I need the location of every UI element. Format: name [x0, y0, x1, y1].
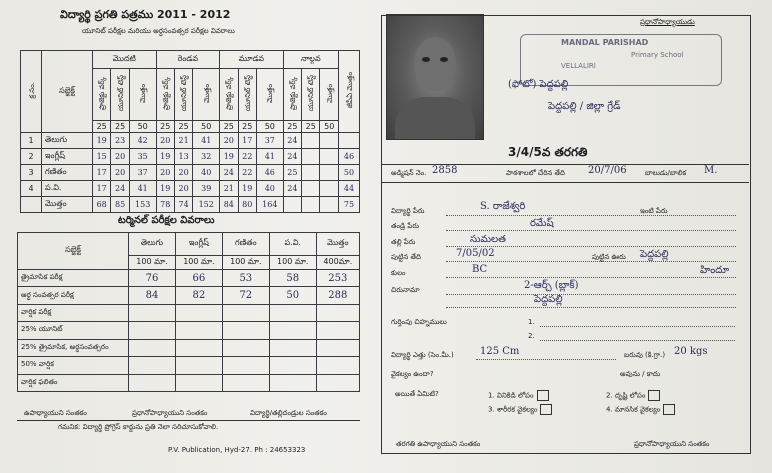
mark-cell: 20 — [111, 165, 129, 181]
checkbox[interactable] — [648, 390, 660, 401]
term-mark-cell: 253 — [316, 269, 359, 286]
mark-cell — [302, 133, 320, 149]
adm-value: 2858 — [432, 165, 458, 176]
mark-cell — [302, 197, 320, 213]
disability-option-3[interactable] — [488, 404, 552, 416]
mark-cell: 20 — [156, 165, 174, 181]
unit-table-row — [21, 149, 360, 165]
mark-cell: 152 — [193, 197, 220, 213]
mark-cell: 20 — [174, 181, 192, 197]
mark-cell: 17 — [93, 181, 111, 197]
mark-cell: 20 — [156, 133, 174, 149]
name-label: విద్యార్థి పేరు — [391, 207, 425, 215]
mark-cell: 19 — [156, 149, 174, 165]
disability-option-4[interactable] — [606, 404, 675, 416]
term-row-label: వార్షిక ఫలితం — [18, 374, 129, 391]
max-mark: 25 — [283, 121, 301, 133]
term-col-evs: ప.వి. — [269, 233, 316, 256]
max-mark: 25 — [93, 121, 111, 133]
term-max: 400మా. — [316, 255, 359, 269]
term-mark-cell: 76 — [129, 269, 176, 286]
mark-cell: 20 — [174, 165, 192, 181]
term-mark-cell — [222, 374, 269, 391]
row-total: 75 — [339, 197, 360, 213]
adm-label: అడ్మిషన్ నెం. — [391, 169, 427, 177]
father-value: రమేష్ — [530, 218, 554, 229]
row-subject: తెలుగు — [42, 133, 93, 149]
term-mark-cell — [129, 374, 176, 391]
term-mark-cell — [316, 322, 359, 339]
max-mark: 25 — [302, 121, 320, 133]
sub-header: మొత్తం — [266, 84, 275, 103]
max-mark: 50 — [320, 121, 339, 133]
col-subject: సబ్జెక్ట్ — [42, 51, 93, 133]
disability-option-2[interactable] — [606, 390, 660, 402]
term-table-row — [18, 304, 360, 321]
mark-cell: 40 — [256, 181, 283, 197]
father-line — [446, 230, 736, 231]
stamp-handwriting: (ఫోటో) పెద్దపల్లి — [508, 79, 569, 90]
row-number: 4 — [21, 181, 42, 197]
unit-table-row — [21, 165, 360, 181]
sub-header: యూనిట్ టెస్ట్ — [307, 75, 316, 112]
term-col-telugu: తెలుగు — [129, 233, 176, 256]
address-value-1: 2-ఆర్చ్ (బ్లాక్) — [524, 280, 579, 291]
mark-cell: 20 — [220, 133, 238, 149]
mark-cell: 74 — [174, 197, 192, 213]
stamp-line2: Primary School — [631, 51, 684, 59]
name-value: S. రాజేశ్వరి — [480, 201, 526, 212]
term-mark-cell — [175, 304, 222, 321]
term-mark-cell — [316, 374, 359, 391]
term-mark-cell — [222, 357, 269, 374]
left-subtitle: యూనిట్ పరీక్షల మరియు అర్ధసంవత్సర పరీక్షల వివరాలు — [82, 27, 235, 35]
mark-2-number: 2. — [528, 332, 535, 340]
mark-cell: 13 — [174, 149, 192, 165]
surname-label: ఇంటి పేరు — [640, 207, 668, 215]
row-subject: మొత్తం — [42, 197, 93, 213]
term-table-row — [18, 287, 360, 304]
option-label: 4. మానసిక వైకల్యం — [606, 405, 661, 414]
term-row-label: త్రైమాసిక పరీక్ష — [18, 269, 129, 286]
term-row-label: 50% వార్షిక — [18, 357, 129, 374]
term-table-row — [18, 374, 360, 391]
mark-cell: 41 — [256, 149, 283, 165]
group-3: మూడవ — [220, 51, 284, 69]
term-mark-cell: 82 — [175, 287, 222, 304]
max-mark: 50 — [193, 121, 220, 133]
mark-cell: 78 — [156, 197, 174, 213]
max-mark: 50 — [129, 121, 156, 133]
card-divider — [382, 182, 749, 183]
address-line-2 — [446, 307, 736, 308]
sub-header: యూనిట్ టెస్ట్ — [180, 75, 189, 112]
mark-cell — [320, 181, 339, 197]
stamp-line3: VELLALIRI — [561, 62, 596, 70]
term-mark-cell — [175, 374, 222, 391]
term-mark-cell: 53 — [222, 269, 269, 286]
mark-cell: 40 — [193, 165, 220, 181]
mark-cell: 164 — [256, 197, 283, 213]
mark-cell: 24 — [283, 181, 301, 197]
mark-cell: 20 — [111, 149, 129, 165]
card-title: 3/4/5వ తరగతి — [508, 145, 588, 159]
term-mark-cell — [316, 357, 359, 374]
term-table-row — [18, 322, 360, 339]
hm-signature-label: ప్రధానోపాధ్యాయుని సంతకం — [132, 409, 208, 417]
weight-value: 20 kgs — [674, 346, 708, 357]
mark-cell: 24 — [111, 181, 129, 197]
mark-cell: 41 — [193, 133, 220, 149]
join-label: పాఠశాలలో చేరిన తేది — [506, 169, 565, 177]
mark-cell: 85 — [111, 197, 129, 213]
weight-label: బరువు (కి.గ్రా.) — [624, 351, 666, 359]
mark-cell: 22 — [238, 165, 256, 181]
footer-note: గమనిక: విద్యార్థి ప్రోగ్రెస్ కార్డును ప్రతి నెలా సరిచూసుకోవాలి. — [58, 423, 219, 431]
term-max: 100 మా. — [269, 255, 316, 269]
option-label: 1. వినికిడి లోపం — [488, 391, 534, 400]
mark-cell: 153 — [129, 197, 156, 213]
disability-question: వైకల్యం ఉందా? — [391, 370, 434, 378]
mark-cell: 23 — [111, 133, 129, 149]
term-max: 100 మా. — [222, 255, 269, 269]
name-line — [446, 215, 736, 216]
mark-1-number: 1. — [528, 318, 535, 326]
row-subject: గణితం — [42, 165, 93, 181]
term-mark-cell — [269, 339, 316, 356]
term-mark-cell — [129, 304, 176, 321]
address-label: చిరునామా — [391, 286, 420, 294]
caste-value: BC — [472, 264, 488, 275]
mother-label: తల్లి పేరు — [391, 238, 416, 246]
mark-cell — [320, 149, 339, 165]
stamp-label: ప్రధానోపాధ్యాయుడు — [640, 18, 695, 26]
dob-line — [446, 261, 736, 262]
mark-cell: 25 — [283, 165, 301, 181]
term-max: 100 మా. — [129, 255, 176, 269]
caste-line — [446, 277, 736, 278]
mark-cell: 37 — [256, 133, 283, 149]
row-total: 50 — [339, 165, 360, 181]
mark-cell: 22 — [238, 149, 256, 165]
checkbox[interactable] — [537, 390, 549, 401]
option-label: 3. శారీరక వైకల్యం — [488, 405, 538, 414]
term-row-label: వార్షిక పరీక్ష — [18, 304, 129, 321]
term-row-label: 25% త్రైమాసిక, అర్ధసంవత్సరం — [18, 339, 129, 356]
term-mark-cell — [316, 339, 359, 356]
mark-cell — [320, 133, 339, 149]
mark-cell: 19 — [156, 181, 174, 197]
row-total: 44 — [339, 181, 360, 197]
caste-label: కులం — [391, 269, 406, 277]
left-title: విద్యార్థి ప్రగతి పత్రము 2011 - 2012 — [60, 8, 231, 21]
footer-divider — [17, 420, 360, 421]
headmaster-signature: ప్రధానోపాధ్యాయుని సంతకం — [634, 440, 710, 448]
term-mark-cell — [175, 322, 222, 339]
publisher-line: P.V. Publication, Hyd-27. Ph : 24653323 — [168, 446, 306, 454]
term-table — [17, 232, 360, 392]
mother-value: సుమలత — [470, 234, 506, 245]
term-max: 100 మా. — [175, 255, 222, 269]
mark-cell — [302, 165, 320, 181]
term-mark-cell — [269, 304, 316, 321]
term-mark-cell: 288 — [316, 287, 359, 304]
term-mark-cell — [269, 357, 316, 374]
disability-kind-label: అయితే ఏమిటి? — [395, 390, 439, 398]
term-mark-cell — [222, 304, 269, 321]
term-mark-cell — [175, 339, 222, 356]
mark-line-1 — [540, 326, 735, 327]
mark-cell: 37 — [129, 165, 156, 181]
term-table-row — [18, 357, 360, 374]
row-number: 2 — [21, 149, 42, 165]
term-mark-cell: 84 — [129, 287, 176, 304]
mark-cell: 24 — [283, 149, 301, 165]
term-mark-cell — [129, 322, 176, 339]
sub-header: ప్రాజెక్టు వర్క్ — [225, 76, 234, 111]
unit-table-row — [21, 181, 360, 197]
disability-option-1[interactable] — [488, 390, 549, 402]
sub-header: యూనిట్ టెస్ట్ — [243, 75, 252, 112]
mark-line-2 — [540, 340, 735, 341]
place-value: పెద్దపల్లి — [640, 249, 669, 260]
mark-cell: 80 — [238, 197, 256, 213]
row-subject: ప.వి. — [42, 181, 93, 197]
term-col-english: ఇంగ్లీష్ — [175, 233, 222, 256]
mark-cell: 42 — [129, 133, 156, 149]
sub-header: యూనిట్ టెస్ట్ — [116, 75, 125, 112]
checkbox[interactable] — [540, 404, 552, 415]
term-col-maths: గణితం — [222, 233, 269, 256]
max-mark: 50 — [256, 121, 283, 133]
mark-cell: 24 — [220, 165, 238, 181]
gender-value: M. — [704, 165, 718, 176]
term-row-label: 25% యూనిట్ — [18, 322, 129, 339]
sub-header: మొత్తం — [202, 84, 211, 103]
option-label: 2. దృష్టి లోపం — [606, 391, 646, 400]
religion-value: హిందూ — [700, 265, 730, 276]
parent-signature-label: విద్యార్థి/తల్లిదండ్రుల సంతకం — [250, 409, 327, 417]
place-label: పుట్టిన ఊరు — [592, 253, 626, 261]
mark-cell: 46 — [256, 165, 283, 181]
group-4: నాల్గవ — [283, 51, 338, 69]
term-mark-cell: 66 — [175, 269, 222, 286]
term-mark-cell — [222, 339, 269, 356]
max-mark: 25 — [156, 121, 174, 133]
group-2: రెండవ — [156, 51, 220, 69]
term-mark-cell — [175, 357, 222, 374]
mark-cell — [320, 197, 339, 213]
col-total: జీపీఏ మొత్తం — [345, 72, 354, 109]
mark-cell: 19 — [93, 133, 111, 149]
teacher-signature-label: ఉపాధ్యాయుని సంతకం — [24, 409, 87, 417]
mark-cell: 41 — [129, 181, 156, 197]
gender-label: బాలుడు/బాలిక — [645, 169, 687, 177]
term-col-total: మొత్తం — [316, 233, 359, 256]
join-value: 20/7/06 — [588, 165, 627, 176]
max-mark: 25 — [111, 121, 129, 133]
term-mark-cell — [129, 357, 176, 374]
sub-header: మొత్తం — [139, 84, 148, 103]
mark-cell: 15 — [93, 149, 111, 165]
stamp-handwriting-2: పెద్దపల్లి / జిల్లా గ్రేడ్ — [548, 101, 621, 112]
sub-header: ప్రాజెక్టు వర్క్ — [161, 76, 170, 111]
mark-cell: 24 — [283, 133, 301, 149]
term-mark-cell — [269, 322, 316, 339]
term-row-label: అర్ధ సంవత్సర పరీక్ష — [18, 287, 129, 304]
mark-cell: 17 — [238, 133, 256, 149]
row-number — [21, 197, 42, 213]
max-mark: 25 — [220, 121, 238, 133]
max-mark: 25 — [238, 121, 256, 133]
term-mark-cell: 58 — [269, 269, 316, 286]
mark-cell: 17 — [93, 165, 111, 181]
term-mark-cell — [129, 339, 176, 356]
row-total — [339, 133, 360, 149]
term-mark-cell: 50 — [269, 287, 316, 304]
mark-cell — [320, 165, 339, 181]
row-total: 46 — [339, 149, 360, 165]
dob-value: 7/05/02 — [456, 248, 495, 259]
col-sno: క్ర.సం. — [27, 82, 36, 99]
row-subject: ఇంగ్లీష్ — [42, 149, 93, 165]
term-table-row — [18, 269, 360, 286]
group-1: మొదటి — [93, 51, 157, 69]
height-line — [476, 359, 616, 360]
sub-header: మొత్తం — [325, 84, 334, 103]
sub-header: ప్రాజెక్టు వర్క్ — [98, 76, 107, 111]
address-value-2: పెద్దపల్లి — [534, 294, 563, 305]
address-line-1 — [446, 294, 736, 295]
marks-label: గుర్తింపు చిహ్నములు — [391, 318, 447, 326]
stamp-line1: MANDAL PARISHAD — [561, 38, 649, 47]
mark-cell: 84 — [220, 197, 238, 213]
sub-header: ప్రాజెక్టు వర్క్ — [288, 76, 297, 111]
mark-cell — [302, 181, 320, 197]
row-number: 3 — [21, 165, 42, 181]
checkbox[interactable] — [663, 404, 675, 415]
unit-table-row — [21, 133, 360, 149]
mark-cell: 68 — [93, 197, 111, 213]
mark-cell: 19 — [238, 181, 256, 197]
term-title: టర్మినల్ పరీక్షల వివరాలు — [118, 215, 215, 226]
mark-cell: 21 — [174, 133, 192, 149]
mark-cell — [283, 197, 301, 213]
dob-label: పుట్టిన తేది — [391, 253, 421, 261]
mark-cell: 39 — [193, 181, 220, 197]
unit-table — [20, 50, 360, 213]
mark-cell: 21 — [220, 181, 238, 197]
father-label: తండ్రి పేరు — [391, 222, 419, 230]
row-number: 1 — [21, 133, 42, 149]
mark-cell: 32 — [193, 149, 220, 165]
max-mark: 25 — [174, 121, 192, 133]
mark-cell: 19 — [220, 149, 238, 165]
term-col-subject: సబ్జెక్ట్ — [18, 233, 129, 270]
height-label: విద్యార్థి ఎత్తు (సెం.మీ.) — [391, 351, 454, 359]
term-table-row — [18, 339, 360, 356]
height-value: 125 Cm — [480, 346, 520, 357]
unit-table-row — [21, 197, 360, 213]
term-mark-cell: 72 — [222, 287, 269, 304]
term-mark-cell — [222, 322, 269, 339]
mark-cell — [302, 149, 320, 165]
class-teacher-signature: తరగతి ఉపాధ్యాయుని సంతకం — [396, 440, 481, 448]
yes-no: అవును / కాదు — [620, 370, 661, 378]
term-mark-cell — [269, 374, 316, 391]
term-mark-cell — [316, 304, 359, 321]
mark-cell: 35 — [129, 149, 156, 165]
